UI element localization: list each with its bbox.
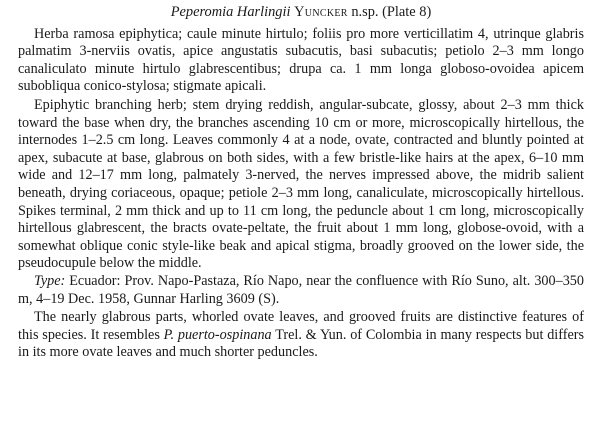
latin-description: Herba ramosa epiphytica; caule minute hirtulo; foliis pro more verticillatim 4, utrinque glabris palmatim 3-nerviis ovatis, apice angustatis subacutis, basi subacutis; petiolo 2–3 mm longo canaliculato minute hirtulo glabrescentibus; drupa ca. 1 mm longa globoso-ovoidea apicem subobliqua conico-stylosa; stigmate apicali.	[18, 25, 584, 95]
diagnostic-notes	[18, 309, 584, 362]
english-description: Epiphytic branching herb; stem drying reddish, angular-subcate, glossy, about 2–3 mm thick toward the base when dry, the branches ascending 10 cm or more, microscopically hirtellous, the internodes 1–2.5 cm long. Leaves commonly 4 at a node, ovate, contracted and bluntly pointed at apex, subacute at base, glabrous on both sides, with a few bristle-like hairs at the apex, 6–10 mm wide and 12–17 mm long, palmately 3-nerved, the nerves impressed above, the midrib salient beneath, drying coriaceous, opaque; petiole 2–3 mm long, canaliculate, microscopically hirtellous. Spikes terminal, 2 mm thick and up to 11 cm long, the peduncle about 1 cm long, microscopically hirtellous glabrescent, the bracts ovate-peltate, the fruit about 1 mm long, globose-ovoid, with a somewhat oblique conic style-like beak and apical stigma, broadly grooved on the lower side, the pseudocupule below the middle.	[18, 96, 584, 272]
species-heading	[18, 4, 584, 22]
type-label: Type:	[34, 272, 66, 289]
notes-after: Trel. & Yun. of Colombia in many respects but differs in its more ovate leaves and much shorter peduncles.	[18, 326, 584, 361]
notes-before: The nearly glabrous parts, whorled ovate leaves, and grooved fruits are distinctive features of this species. It resembles	[18, 309, 584, 343]
type-text: Ecuador: Prov. Napo-Pastaza, Río Napo, near the confluence with Río Suno, alt. 300–350 m, 4–19 Dec. 1958, Gunnar Harling 3609 (S).	[18, 272, 584, 307]
type-specimen	[18, 273, 584, 308]
species-designation: n.sp. (Plate 8)	[351, 4, 432, 20]
species-name: Peperomia Harlingii	[170, 4, 291, 20]
species-description	[18, 4, 584, 362]
species-author: Yuncker	[294, 4, 348, 20]
related-species: P. puerto-ospinana	[163, 326, 272, 343]
